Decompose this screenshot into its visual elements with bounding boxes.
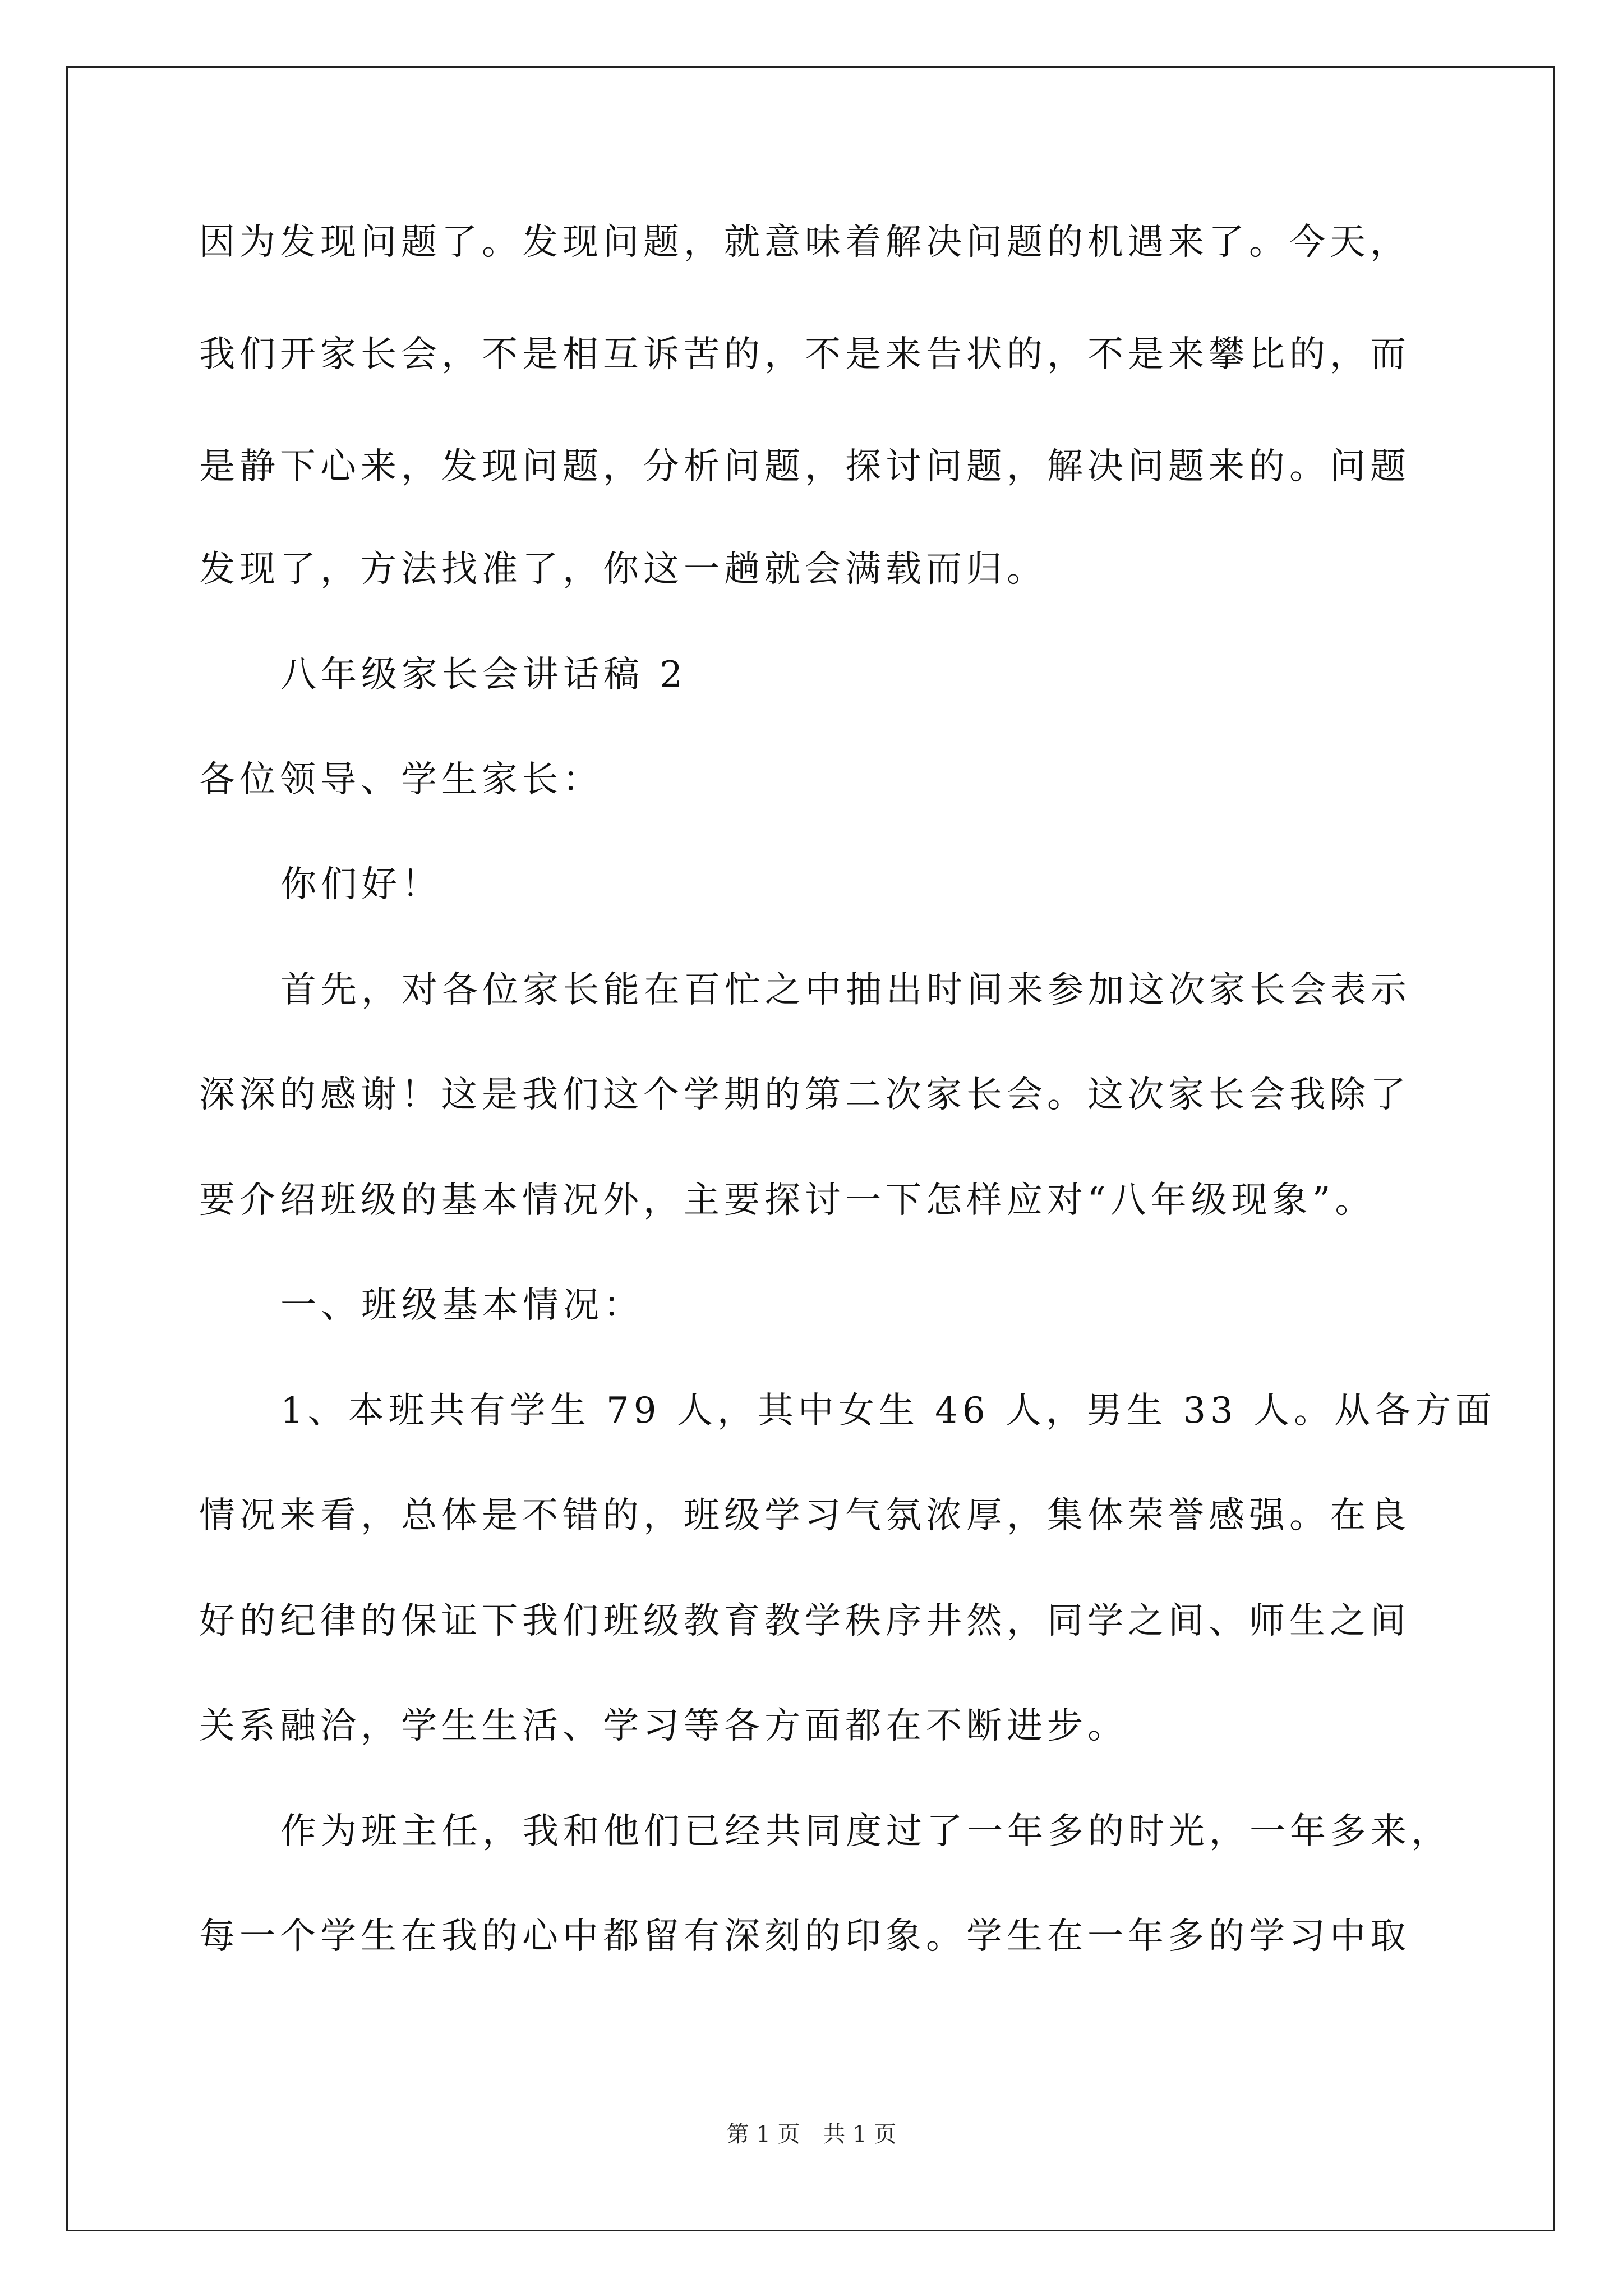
body-line: 我们开家长会，不是相互诉苦的，不是来告状的，不是来攀比的，而 [199, 334, 1410, 375]
section-heading: 一、班级基本情况： [280, 1285, 644, 1326]
salutation: 各位领导、学生家长： [199, 759, 603, 800]
body-line: 作为班主任，我和他们已经共同度过了一年多的时光，一年多来， [280, 1811, 1451, 1852]
body-line: 深深的感谢！这是我们这个学期的第二次家长会。这次家长会我除了 [199, 1074, 1410, 1116]
body-line: 情况来看，总体是不错的，班级学习气氛浓厚，集体荣誉感强。在良 [199, 1495, 1410, 1536]
body-line: 是静下心来，发现问题，分析问题，探讨问题，解决问题来的。问题 [199, 446, 1410, 487]
page-total: 共 1 页 [823, 2122, 897, 2147]
body-line: 每一个学生在我的心中都留有深刻的印象。学生在一年多的学习中取 [199, 1916, 1410, 1957]
body-line: 1、本班共有学生 79 人，其中女生 46 人，男生 33 人。从各方面 [280, 1390, 1496, 1432]
body-line: 因为发现问题了。发现问题，就意味着解决问题的机遇来了。今天， [199, 222, 1410, 263]
body-line: 要介绍班级的基本情况外，主要探讨一下怎样应对“八年级现象”。 [199, 1180, 1376, 1221]
page-border [66, 66, 1555, 2231]
greeting: 你们好！ [280, 864, 442, 905]
body-line: 首先，对各位家长能在百忙之中抽出时间来参加这次家长会表示 [280, 969, 1411, 1011]
body-line: 好的纪律的保证下我们班级教育教学秩序井然，同学之间、师生之间 [199, 1600, 1410, 1642]
body-line: 发现了，方法找准了，你这一趟就会满载而归。 [199, 549, 1047, 590]
page-number: 第 1 页 [726, 2122, 800, 2147]
page-footer [0, 2120, 1623, 2148]
section-heading: 八年级家长会讲话稿 2 [280, 654, 688, 696]
body-line: 关系融洽，学生生活、学习等各方面都在不断进步。 [199, 1705, 1128, 1747]
